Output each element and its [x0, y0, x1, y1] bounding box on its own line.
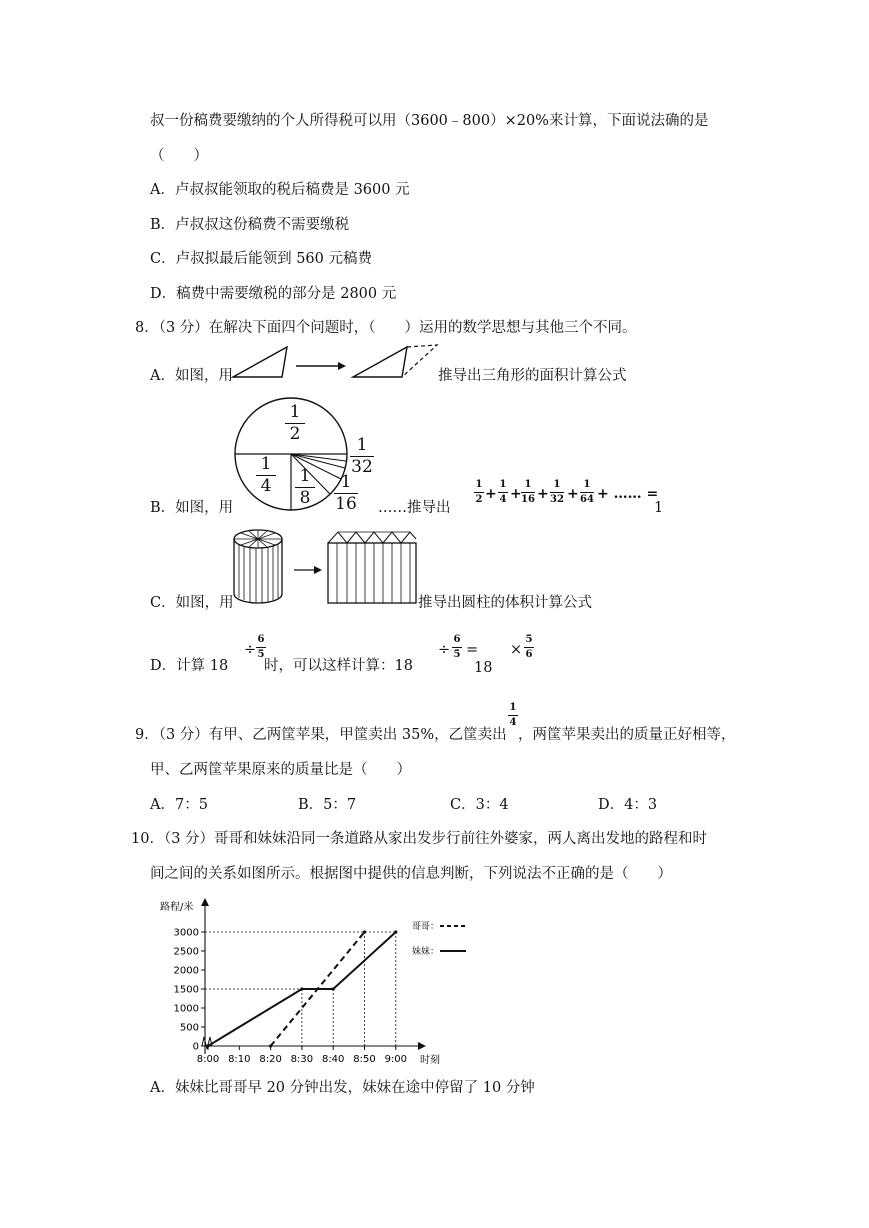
series-frac-5 [580, 480, 594, 505]
x-axis-arrow-icon [418, 1042, 426, 1050]
y-tick-label: 0 [192, 1041, 199, 1053]
equals-sign: = [466, 642, 479, 658]
denominator: 16 [521, 494, 535, 505]
numerator: 1 [356, 435, 368, 455]
x-tick-label: 8:10 [228, 1054, 251, 1065]
numerator: 6 [453, 634, 461, 645]
numerator: 1 [499, 479, 507, 490]
data-point [206, 1044, 209, 1047]
q8-option-b-suffix: ……推导出 [378, 500, 451, 516]
denominator: 2 [475, 494, 483, 505]
division-sign: ÷ [438, 642, 451, 658]
legend-label: 妹妹： [412, 947, 440, 957]
series-frac-2 [498, 480, 508, 505]
denominator: 32 [550, 494, 564, 505]
radius-64th [291, 454, 346, 461]
arrow-right-icon [314, 566, 322, 574]
x-tick-label: 8:20 [259, 1054, 282, 1065]
y-tick-label: 1000 [173, 1003, 199, 1015]
x-tick-label: 8:00 [196, 1054, 220, 1065]
denominator: 5 [257, 649, 265, 660]
q9-option-b: B．5：7 [298, 797, 357, 813]
distance-time-chart [150, 896, 480, 1066]
d-eighteen: 18 [474, 660, 493, 676]
x-tick-label: 8:30 [290, 1054, 314, 1065]
y-tick-label: 500 [179, 1022, 199, 1034]
numerator: 1 [475, 479, 483, 490]
plus-sign: + [485, 486, 497, 502]
numerator: 1 [289, 402, 301, 422]
frac-quarter [256, 456, 276, 495]
numerator: 5 [525, 634, 533, 645]
numerator: 1 [260, 454, 272, 474]
q9-frac [508, 703, 518, 728]
q10-stem-line2: 间之间的关系如图所示。根据图中提供的信息判断，下列说法不正确的是（ ） [150, 866, 672, 882]
q7-option-c: C．卢叔拟最后能领到 560 元稿费 [150, 251, 372, 267]
q7-stem-line2: （ ） [150, 148, 208, 164]
times-sign: × [510, 642, 523, 658]
denominator: 32 [351, 457, 373, 477]
denominator: 6 [525, 649, 533, 660]
division-sign: ÷ [244, 642, 257, 658]
denominator: 4 [260, 476, 272, 496]
numerator: 1 [509, 702, 517, 713]
q8-option-d-part1: D．计算 18 [150, 658, 229, 674]
y-tick-label: 2000 [173, 965, 199, 977]
q8-option-a-prefix: A．如图，用 [150, 368, 233, 384]
frac-eighth [295, 468, 315, 507]
q8-option-b-prefix: B．如图，用 [150, 500, 234, 516]
series-frac-3 [521, 480, 535, 505]
y-axis-label: 路程/米 [160, 902, 194, 913]
plus-sign: + [567, 486, 579, 502]
frac-32nd [350, 437, 374, 476]
q9-stem-part2: ，两筐苹果卖出的质量正好相等， [518, 727, 736, 743]
numerator: 1 [583, 479, 591, 490]
x-axis-label: 时刻 [420, 1055, 440, 1066]
q9-stem-line2: 甲、乙两筐苹果原来的质量比是（ ） [150, 762, 411, 778]
series-frac-1 [474, 480, 484, 505]
denominator: 5 [453, 649, 461, 660]
y-tick-label: 3000 [173, 927, 199, 939]
q8-option-d-part2: 时，可以这样计算：18 [264, 658, 413, 674]
legend [412, 921, 466, 957]
x-tick-label: 9:00 [384, 1054, 408, 1065]
numerator: 1 [299, 466, 311, 486]
denominator: 64 [580, 494, 594, 505]
q7-option-b: B．卢叔叔这份稿费不需要缴税 [150, 217, 350, 233]
q7-option-a: A．卢叔叔能领取的税后稿费是 3600 元 [150, 182, 410, 198]
q7-option-d: D．稿费中需要缴税的部分是 2800 元 [150, 286, 397, 302]
data-point [394, 930, 397, 933]
data-point [363, 930, 366, 933]
plus-sign: + [510, 486, 522, 502]
frac-sixteenth [334, 474, 358, 513]
q9-option-c: C．3：4 [450, 797, 509, 813]
cut-cylinder-icon [328, 532, 416, 603]
denominator: 4 [509, 717, 517, 728]
q10-option-a: A．妹妹比哥哥早 20 分钟出发，妹妹在途中停留了 10 分钟 [150, 1080, 535, 1096]
numerator: 6 [257, 634, 265, 645]
denominator: 2 [289, 424, 301, 444]
legend-label: 哥哥： [412, 922, 440, 932]
triangle-figure [230, 340, 445, 385]
q8-stem: 8．（3 分）在解决下面四个问题时，（ ）运用的数学思想与其他三个不同。 [135, 320, 637, 336]
dashed-parallelogram [402, 345, 437, 377]
frac-half [285, 404, 305, 443]
q9-option-d: D．4：3 [598, 797, 658, 813]
numerator: 1 [553, 479, 561, 490]
single-triangle [233, 347, 287, 377]
denominator: 4 [499, 494, 507, 505]
q9-option-a: A．7：5 [150, 797, 208, 813]
x-tick-label: 8:40 [321, 1054, 345, 1065]
q9-stem-part1: 9．（3 分）有甲、乙两筐苹果，甲筐卖出 35%，乙筐卖出 [135, 727, 507, 743]
q8-option-c-prefix: C．如图，用 [150, 595, 234, 611]
arrow-right-icon [338, 362, 346, 370]
cylinder-icon [234, 530, 282, 603]
plus-sign: + [537, 486, 549, 502]
data-point [269, 1044, 272, 1047]
cylinder-figure [230, 527, 425, 609]
denominator: 16 [335, 494, 357, 514]
denominator: 8 [299, 488, 311, 508]
q8-option-c-suffix: 推导出圆柱的体积计算公式 [418, 595, 592, 611]
triangle-copy [353, 347, 407, 377]
d-frac-3 [524, 635, 534, 660]
series-result: 1 [654, 500, 664, 516]
numerator: 1 [524, 479, 532, 490]
y-axis-arrow-icon [201, 898, 209, 906]
y-tick-labels [174, 928, 205, 1053]
q8-option-a-suffix: 推导出三角形的面积计算公式 [438, 368, 627, 384]
d-frac-2 [452, 635, 462, 660]
data-point [332, 987, 335, 990]
y-tick-label: 1500 [173, 984, 199, 996]
q7-stem-line1: 叔一份稿费要缴纳的个人所得税可以用（3600﹣800）×20%来计算，下面说法确的是 [150, 113, 709, 129]
y-tick-label: 2500 [173, 946, 199, 958]
series-frac-4 [550, 480, 564, 505]
series-tail: + …… = [597, 486, 659, 502]
data-point [300, 987, 303, 990]
q10-stem-line1: 10．（3 分）哥哥和妹妹沿同一条道路从家出发步行前往外婆家，两人离出发地的路程和时 [131, 831, 708, 847]
numerator: 1 [340, 472, 352, 492]
x-tick-label: 8:50 [353, 1054, 376, 1065]
x-tick-labels [197, 1046, 407, 1065]
